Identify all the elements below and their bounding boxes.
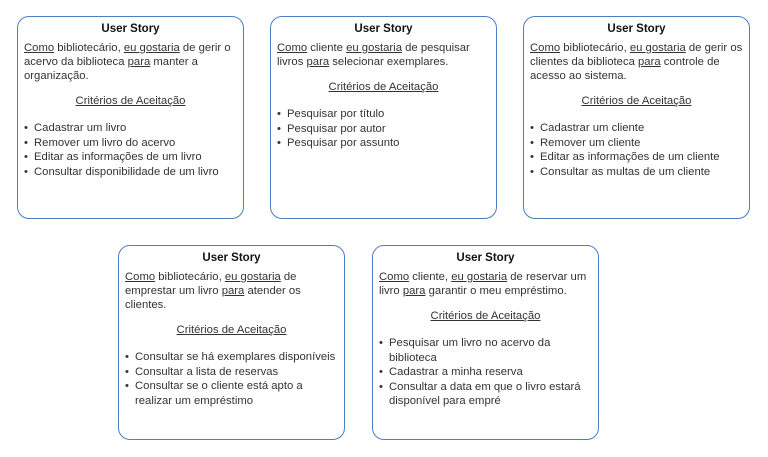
story-keyword: para: [306, 56, 330, 68]
story-statement: [125, 270, 338, 312]
story-keyword: Como: [379, 271, 410, 283]
acceptance-criterion: • Remover um livro do acervo: [24, 136, 237, 151]
acceptance-criterion: • Consultar a lista de reservas: [125, 365, 338, 380]
acceptance-criteria-heading: Critérios de Aceitação: [176, 324, 287, 336]
acceptance-criterion: • Remover um cliente: [530, 136, 743, 151]
user-story-card: [17, 16, 244, 219]
story-text: de gerir os clientes da biblioteca: [530, 42, 743, 68]
story-keyword: eu gostaria: [224, 271, 281, 283]
story-text: garantir o meu empréstimo.: [425, 285, 567, 297]
story-statement: [530, 41, 743, 83]
card-title: User Story: [101, 23, 160, 35]
story-statement: [24, 41, 237, 83]
story-keyword: eu gostaria: [451, 271, 508, 283]
card-title: User Story: [607, 23, 666, 35]
user-story-card: [118, 245, 345, 440]
user-story-card: [270, 16, 497, 219]
story-text: de gerir o acervo da biblioteca: [24, 42, 231, 68]
story-keyword: Como: [24, 42, 55, 54]
card-title: User Story: [354, 23, 413, 35]
story-keyword: para: [402, 285, 426, 297]
story-text: de pesquisar livros: [277, 42, 470, 68]
story-keyword: para: [221, 285, 245, 297]
acceptance-criteria-heading: Critérios de Aceitação: [75, 95, 186, 107]
acceptance-criterion: • Pesquisar por assunto: [277, 136, 490, 151]
acceptance-criterion: • Editar as informações de um cliente: [530, 150, 743, 165]
acceptance-criteria-list: [277, 107, 490, 151]
acceptance-criteria-list: [125, 350, 338, 408]
acceptance-criteria-list: [379, 336, 592, 409]
acceptance-criterion: • Consultar as multas de um cliente: [530, 165, 743, 180]
acceptance-criterion: • Pesquisar um livro no acervo da biblioteca: [379, 336, 592, 365]
acceptance-criterion: • Cadastrar a minha reserva: [379, 365, 592, 380]
acceptance-criterion: • Pesquisar por autor: [277, 122, 490, 137]
story-keyword: Como: [125, 271, 156, 283]
acceptance-criterion: • Cadastrar um livro: [24, 121, 237, 136]
story-text: de reservar um livro: [379, 271, 587, 297]
card-title: User Story: [202, 252, 261, 264]
story-text: controle de acesso ao sistema.: [530, 56, 720, 82]
story-statement: [379, 270, 592, 298]
story-text: de emprestar um livro: [125, 271, 297, 297]
story-text: selecionar exemplares.: [329, 56, 449, 68]
acceptance-criterion: • Consultar a data em que o livro estará disponível para empré: [379, 380, 592, 409]
story-keyword: eu gostaria: [123, 42, 180, 54]
user-story-card: [372, 245, 599, 440]
story-text: bibliotecário,: [155, 271, 225, 283]
story-keyword: para: [638, 56, 661, 68]
story-text: cliente: [307, 42, 347, 54]
story-keyword: eu gostaria: [346, 42, 402, 54]
card-title: User Story: [456, 252, 515, 264]
acceptance-criterion: • Pesquisar por título: [277, 107, 490, 122]
story-text: atender os clientes.: [125, 285, 301, 311]
acceptance-criteria-heading: Critérios de Aceitação: [328, 81, 439, 93]
user-story-card: [523, 16, 750, 219]
story-text: manter a organização.: [24, 56, 198, 82]
story-statement: [277, 41, 490, 69]
story-keyword: Como: [530, 42, 561, 54]
story-keyword: eu gostaria: [629, 42, 686, 54]
acceptance-criterion: • Consultar disponibilidade de um livro: [24, 165, 237, 180]
story-keyword: para: [127, 56, 151, 68]
acceptance-criteria-list: [530, 121, 743, 179]
acceptance-criteria-heading: Critérios de Aceitação: [430, 310, 541, 322]
acceptance-criterion: • Consultar se há exemplares disponíveis: [125, 350, 338, 365]
acceptance-criteria-list: [24, 121, 237, 179]
story-text: bibliotecário,: [560, 42, 630, 54]
story-text: bibliotecário,: [54, 42, 124, 54]
acceptance-criteria-heading: Critérios de Aceitação: [581, 95, 692, 107]
story-text: cliente,: [409, 271, 452, 283]
story-keyword: Como: [277, 42, 308, 54]
acceptance-criterion: • Consultar se o cliente está apto a realizar um empréstimo: [125, 379, 338, 408]
acceptance-criterion: • Editar as informações de um livro: [24, 150, 237, 165]
acceptance-criterion: • Cadastrar um cliente: [530, 121, 743, 136]
